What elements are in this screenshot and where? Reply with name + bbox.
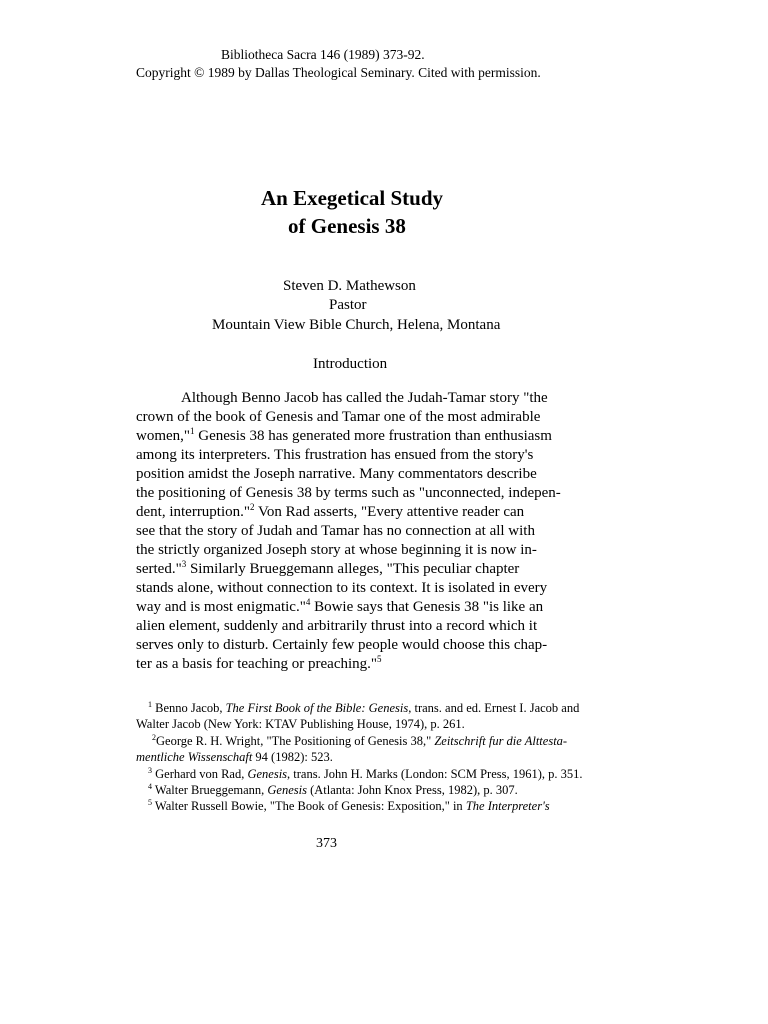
body-line [136, 427, 598, 446]
footnote-ref-5: 5 [377, 654, 382, 664]
body-line: among its interpreters. This frustration has ensued from the story's [136, 447, 534, 463]
author-affiliation: Mountain View Bible Church, Helena, Montana [212, 317, 501, 333]
italic-title: Genesis [247, 766, 288, 781]
text: Von Rad asserts, "Every attentive reader can [254, 504, 525, 520]
footnote-2-cont [136, 749, 636, 765]
author-name: Steven D. Mathewson [283, 278, 416, 294]
text: Genesis 38 has generated more frustration than enthusiasm [194, 428, 552, 444]
page-title-line-2: of Genesis 38 [288, 214, 406, 238]
text: serted." [136, 561, 182, 577]
footnote-number: 5 [148, 798, 152, 808]
text: Although Benno Jacob has called the Judah-Tamar story "the [181, 390, 548, 406]
italic-title: Zeitschrift fur die Alttesta- [434, 733, 568, 748]
footnote-1 [136, 700, 636, 716]
body-line: the positioning of Genesis 38 by terms such as "unconnected, indepen- [136, 485, 561, 501]
text: dent, interruption." [136, 504, 251, 520]
body-line: alien element, suddenly and arbitrarily thrust into a record which it [136, 618, 538, 634]
text: Gerhard von Rad, [152, 766, 248, 781]
italic-title: The First Book of the Bible: Genesis [225, 701, 409, 715]
body-line [136, 560, 598, 579]
footnote-4 [136, 782, 636, 798]
footnote-ref-4: 4 [305, 597, 311, 607]
copyright-line: Copyright © 1989 by Dallas Theological Seminary. Cited with permission. [136, 65, 541, 80]
page-number: 373 [316, 836, 337, 851]
footnote-ref-1: 1 [190, 426, 195, 436]
body-line [136, 655, 598, 674]
citation-line: Bibliotheca Sacra 146 (1989) 373-92. [221, 47, 425, 62]
text: George R. H. Wright, "The Positioning of Genesis 38," [156, 733, 435, 748]
text: (Atlanta: John Knox Press, 1982), p. 307. [306, 783, 518, 798]
footnote-number: 1 [148, 700, 152, 709]
text: Similarly Brueggemann alleges, "This peculiar chapter [186, 561, 520, 577]
body-line [136, 389, 598, 408]
body-line: stands alone, without connection to its context. It is isolated in every [136, 580, 548, 596]
body-line [136, 598, 598, 617]
body-line: position amidst the Joseph narrative. Many commentators describe [136, 466, 537, 482]
page-title-line-1: An Exegetical Study [261, 186, 444, 210]
footnote-1-cont: Walter Jacob (New York: KTAV Publishing House, 1974), p. 261. [136, 717, 465, 732]
footnote-number: 3 [148, 765, 152, 775]
italic-title: Genesis [267, 783, 307, 798]
text: Benno Jacob, [152, 701, 226, 715]
body-line: crown of the book of Genesis and Tamar one of the most admirable [136, 409, 541, 425]
footnote-ref-3: 3 [181, 559, 187, 569]
text: , trans. John H. Marks (London: SCM Press, 1961), p. 351. [287, 766, 583, 781]
footnote-3 [136, 766, 636, 782]
text: women," [136, 428, 191, 444]
text: way and is most enigmatic." [136, 599, 306, 615]
footnote-number: 2 [152, 732, 156, 742]
body-line: serves only to disturb. Certainly few people would choose this chap- [136, 637, 548, 653]
body-line [136, 503, 598, 522]
footnotes [136, 700, 636, 815]
footnote-5 [136, 798, 636, 814]
author-role: Pastor [329, 297, 367, 313]
body-line: the strictly organized Joseph story at whose beginning it is now in- [136, 542, 537, 558]
text: 94 (1982): 523. [252, 750, 333, 765]
body-line: see that the story of Judah and Tamar has no connection at all with [136, 523, 535, 539]
footnote-2 [136, 733, 636, 749]
text: Bowie says that Genesis 38 "is like an [310, 599, 544, 615]
italic-title: mentliche Wissenschaft [136, 750, 253, 765]
section-heading: Introduction [313, 356, 388, 372]
text: Walter Brueggemann, [152, 783, 268, 798]
body-paragraph [136, 389, 598, 674]
text: Walter Russell Bowie, "The Book of Genesis: Exposition," in [152, 799, 466, 814]
text: , trans. and ed. Ernest I. Jacob and [408, 701, 580, 715]
footnote-ref-2: 2 [250, 502, 255, 512]
footnote-number: 4 [148, 782, 152, 792]
italic-title: The Interpreter's [465, 799, 550, 814]
text: ter as a basis for teaching or preaching." [136, 656, 378, 672]
